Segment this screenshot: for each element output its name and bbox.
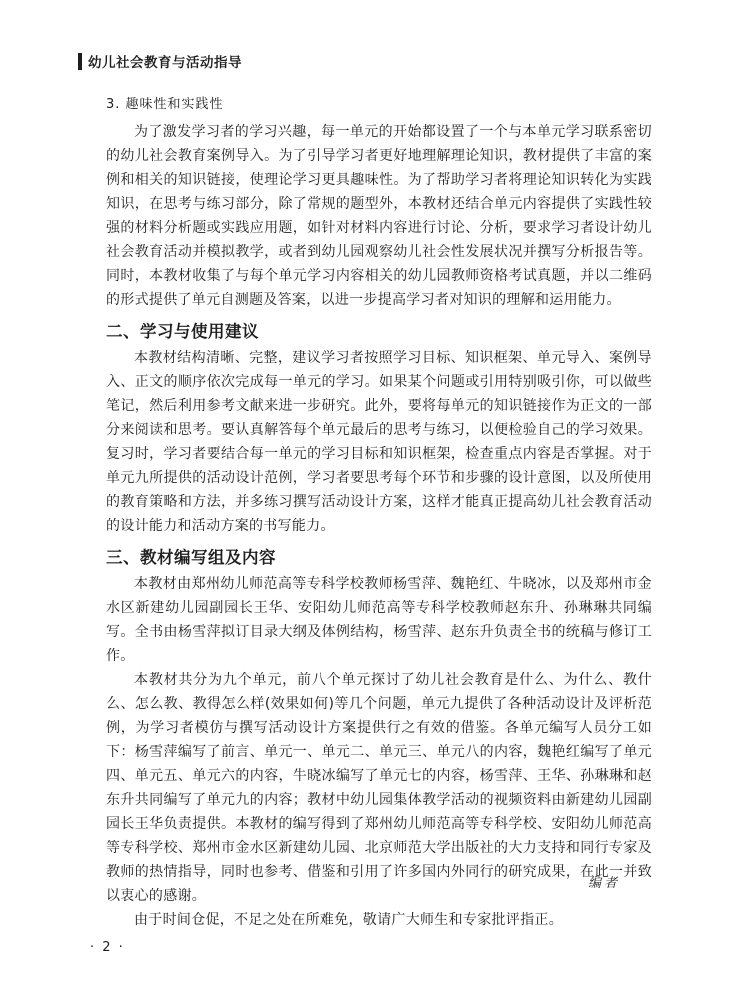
subsection-heading: 3. 趣味性和实践性 <box>106 97 224 112</box>
paragraph: 本教材结构清晰、完整，建议学习者按照学习目标、知识框架、单元导入、案例导入、正文的顺序依次完成每一单元的学习。如果某个问题或引用特别吸引你，可以做些笔记，然后利用参考文献来进一步研究。此外，要将每单元的知识链接作为正文的一部分来阅读和思考。要认真解答每个单元最后的思考与练习，以便检验自己的学习效果。复习时，学习者要结合每一单元的学习目标和知识框架，检查重点内容是否掌握。对于单元九所提供的活动设计范例，学习者要思考每个环节和步骤的设计意图，以及所使用的教育策略和方法，并多练习撰写活动设计方案，这样才能真正提高幼儿社会教育活动的设计能力和活动方案的书写能力。 <box>106 350 652 534</box>
paragraph: 为了激发学习者的学习兴趣，每一单元的开始都设置了一个与本单元学习联系密切的幼儿社会教育案例导入。为了引导学习者更好地理解理论知识，教材提供了丰富的案例和相关的知识链接，使理论学习更具趣味性。为了帮助学习者将理论知识转化为实践知识，在思考与练习部分，除了常规的题型外，本教材还结合单元内容提供了实践性较强的材料分析题或实践应用题，如针对材料内容进行讨论、分析，要求学习者设计幼儿社会教育活动并模拟教学，或者到幼儿园观察幼儿社会性发展状况并撰写分析报告等。同时，本教材收集了与每个单元学习内容相关的幼儿园教师资格考试真题，并以二维码的形式提供了单元自测题及答案，以进一步提高学习者对知识的理解和运用能力。 <box>106 124 652 308</box>
running-header-title: 幼儿社会教育与活动指导 <box>88 55 242 71</box>
header-marker-bar <box>78 53 82 70</box>
section-heading-editorial-team: 三、教材编写组及内容 <box>106 548 276 567</box>
paragraph: 本教材共分为九个单元，前八个单元探讨了幼儿社会教育是什么、为什么、教什么、怎么教、教得怎么样(效果如何)等几个问题，单元九提供了各种活动设计及评析范例，为学习者模仿与撰写活动设计方案提供行之有效的借鉴。各单元编写人员分工如下：杨雪萍编写了前言、单元一、单元二、单元三、单元八的内容，魏艳红编写了单元四、单元五、单元六的内容，牛晓冰编写了单元七的内容，杨雪萍、王华、孙琳琳和赵东升共同编写了单元九的内容；教材中幼儿园集体教学活动的视频资料由新建幼儿园副园长王华负责提供。本教材的编写得到了郑州幼儿师范高等专科学校、安阳幼儿师范高等专科学校、郑州市金水区新建幼儿园、北京师范大学出版社的大力支持和同行专家及教师的热情指导，同时也参考、借鉴和引用了许多国内外同行的研究成果，在此一并致以衷心的感谢。 <box>106 672 652 904</box>
paragraph: 本教材由郑州幼儿师范高等专科学校教师杨雪萍、魏艳红、牛晓冰，以及郑州市金水区新建幼儿园副园长王华、安阳幼儿师范高等专科学校教师赵东升、孙琳琳共同编写。全书由杨雪萍拟订目录大纲及体例结构，杨雪萍、赵东升负责全书的统稿与修订工作。 <box>106 576 652 664</box>
paragraph: 由于时间仓促，不足之处在所难免，敬请广大师生和专家批评指正。 <box>134 912 563 928</box>
section-heading-study-advice: 二、学习与使用建议 <box>106 322 259 341</box>
author-signature: 编者 <box>588 876 621 891</box>
page-number: · 2 · <box>90 940 125 955</box>
body-text <box>106 94 652 932</box>
running-header <box>78 50 242 72</box>
